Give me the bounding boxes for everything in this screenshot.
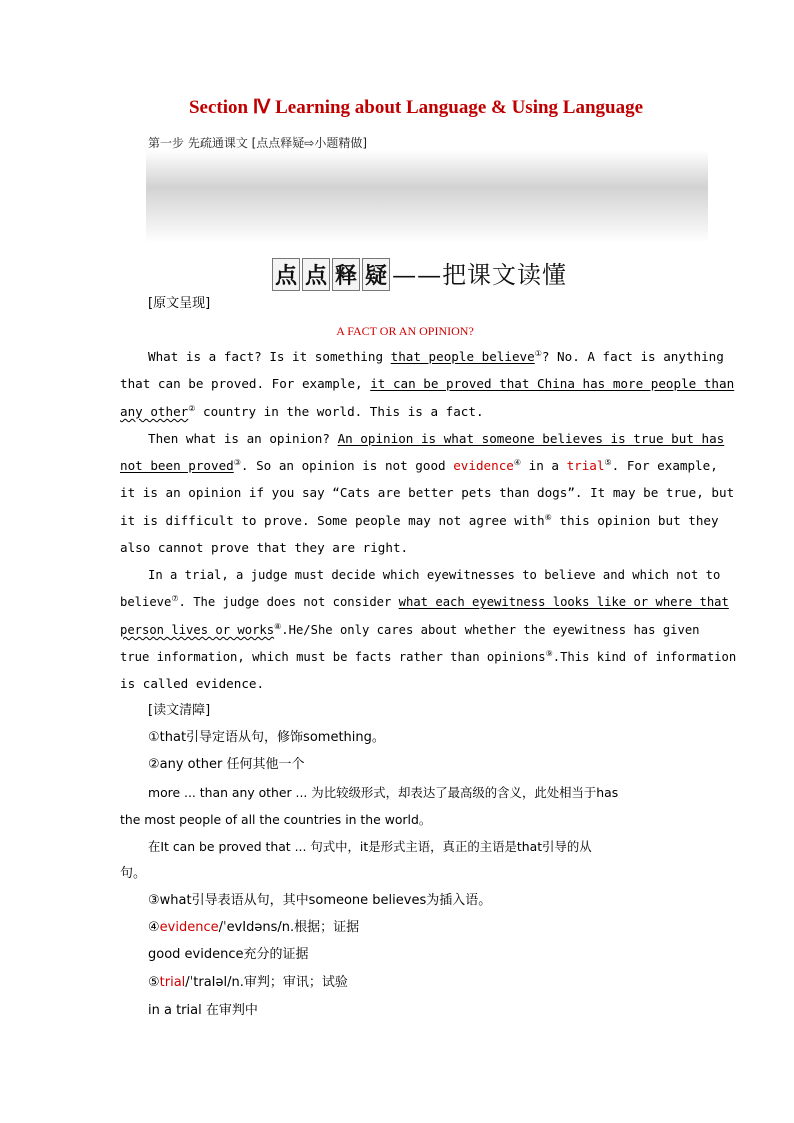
note-marker: ③ [233,457,241,467]
note-line: ①that引导定语从句，修饰something。 [148,730,385,745]
text: that can be proved. For example, [120,376,371,391]
keyword-trial: trial [566,458,605,473]
passage-line [120,457,718,474]
note-line: the most people of all the countries in the world。 [120,812,432,827]
note-line [148,920,718,936]
heading-char: 点 [272,258,300,291]
underlined-phrase: not been proved [120,458,234,473]
passage-line [120,621,700,638]
note-line: 在It can be proved that ... 句式中，it是形式主语，真正的主语是that引导的从 [148,839,592,854]
note-marker: ④ [513,457,522,467]
keyword-evidence: evidence [453,458,514,473]
text: this opinion but they [551,513,719,528]
step-line: 第一步 先疏通课文 [点点释疑⇨小题精做] [148,136,368,150]
keyword-trial: trial [159,975,186,990]
note-line [148,975,718,991]
text: true information, which must be facts rather than opinions [120,650,546,664]
passage-line [120,593,729,610]
passage-line [120,404,690,420]
section-notes-label: [读文清障] [148,703,211,718]
heading-subtitle: ——把课文读懂 [392,261,568,289]
heading-char: 疑 [362,258,390,291]
passage-line: is called evidence. [120,676,265,691]
underlined-phrase: An opinion is what someone believes is true but has [337,431,725,446]
note-marker: ⑤ [604,457,612,467]
note-line: good evidence充分的证据 [148,947,309,962]
text: . For example, [611,458,718,473]
text: . The judge does not consider [178,595,399,609]
passage-line [148,431,725,447]
passage-line [120,512,719,529]
passage-line [120,648,737,665]
passage-line: also cannot prove that they are right. [120,540,409,555]
note-marker: ⑦ [171,593,179,603]
text: /ˈevIdəns/n.根据；证据 [218,920,360,935]
text: /ˈtraIəl/n.审判；审讯；试验 [185,975,348,990]
text: ? No. A fact is anything [541,349,724,364]
note-marker: ① [534,348,542,358]
text: What is a fact? Is it something [148,349,391,364]
note-marker: ⑥ [544,512,552,522]
underlined-phrase: that people believe [390,349,535,364]
note-line: ②any other 任何其他一个 [148,757,305,772]
text: believe [120,595,172,609]
underlined-phrase: it can be proved that China has more people than [370,376,735,391]
note-line: 句。 [120,866,147,881]
text: . So an opinion is not good [240,458,454,473]
section-original-label: [原文呈现] [148,296,211,311]
note-line: ③what引导表语从句，其中someone believes为插入语。 [148,893,492,908]
text: in a [521,458,567,473]
passage-line [148,348,724,365]
note-marker: ⑨ [545,648,553,658]
heading-char: 点 [302,258,330,291]
note-marker: ② [188,403,196,413]
underlined-phrase: what each eyewitness looks like or where that [398,595,729,609]
banner-heading [272,255,567,291]
text: it is difficult to prove. Some people may not agree with [120,513,545,528]
passage-title: A FACT OR AN OPINION? [336,324,474,338]
note-marker: ⑧ [274,621,282,631]
underlined-phrase: any other [120,404,189,419]
text: Then what is an opinion? [148,431,338,446]
banner-image [146,150,708,243]
passage-line: it is an opinion if you say “Cats are better pets than dogs”. It may be true, but [120,485,735,500]
text: .This kind of information [552,650,737,664]
note-number: ④ [148,920,160,935]
underlined-phrase: person lives or works [120,623,275,637]
note-line: in a trial 在审判中 [148,1003,258,1018]
keyword-evidence: evidence [159,920,219,935]
note-line: more ... than any other ... 为比较级形式，却表达了最高级的含义，此处相当于has [148,785,619,800]
heading-char: 释 [332,258,360,291]
passage-line: In a trial, a judge must decide which eyewitnesses to believe and which not to [148,568,721,582]
text: country in the world. This is a fact. [195,404,484,419]
passage-line [120,376,735,392]
note-number: ⑤ [148,975,160,990]
text: .He/She only cares about whether the eyewitness has given [281,623,700,637]
page-title: Section Ⅳ Learning about Language & Using Language [188,97,644,118]
